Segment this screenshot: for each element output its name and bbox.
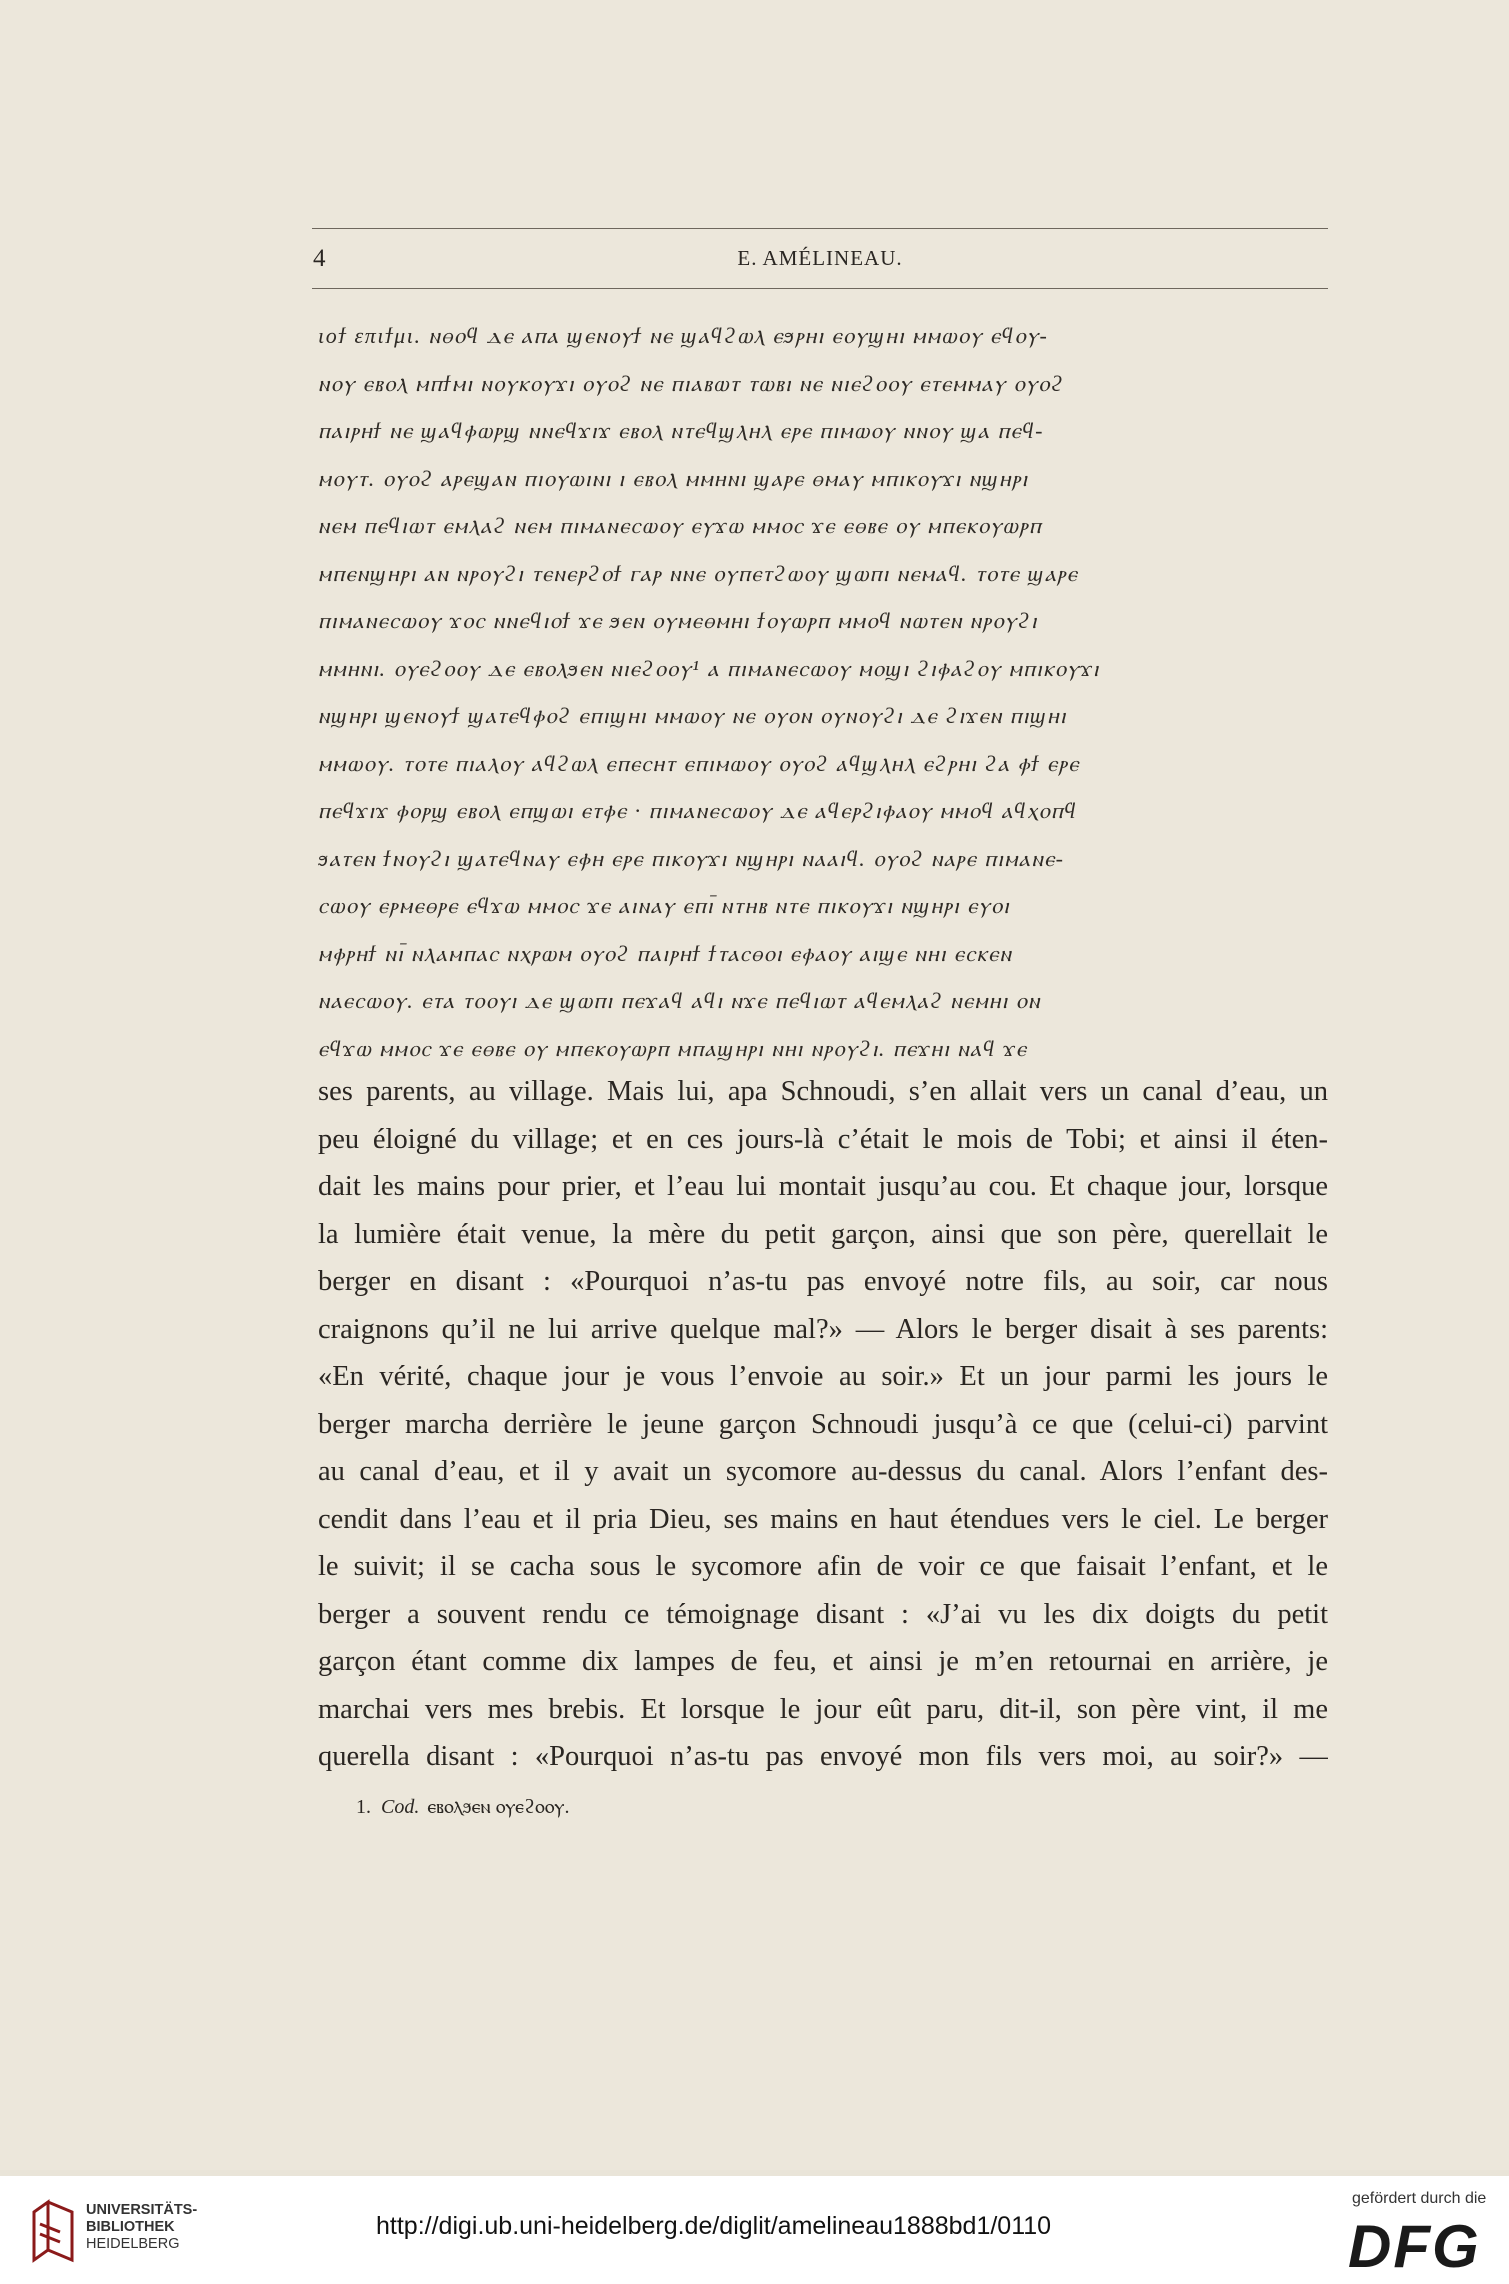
french-line: garçon étant comme dix lampes de feu, et ainsi je m’en retournai en arrière, je [318,1646,1328,1677]
french-line: ses parents, au village. Mais lui, apa Schnoudi, s’en allait vers un canal d’eau, un [318,1076,1328,1107]
coptic-line: ⲛⲉⲙ ⲡⲉϥⲓⲱⲧ ⲉⲙⲗⲁϩ ⲛⲉⲙ ⲡⲓⲙⲁⲛⲉⲥⲱⲟⲩ ⲉⲩϫⲱ ⲙⲙⲟⲥ ϫⲉ ⲉⲑⲃⲉ ⲟⲩ ⲙⲡⲉⲕⲟⲩⲱⲣⲡ [318,513,1043,538]
french-line: berger en disant : «Pourquoi n’as-tu pas envoyé notre fils, au soir, car nous [318,1266,1328,1297]
header-bottom-rule [312,288,1328,289]
footnote [356,1796,569,1819]
french-line: la lumière était venue, la mère du petit garçon, ainsi que son père, querellait le [318,1218,1328,1250]
library-name-line: HEIDELBERG [86,2236,180,2252]
header-top-rule [312,228,1328,229]
funded-by-text: gefördert durch die [1352,2190,1487,2207]
page-number: 4 [313,245,326,272]
french-line: berger a souvent rendu ce témoignage disant : «J’ai vu les dix doigts du petit [318,1598,1328,1630]
french-line: marchai vers mes brebis. Et lorsque le jour eût paru, dit-il, son père vint, il me [318,1693,1328,1725]
coptic-line: ⲙⲙⲱⲟⲩ. ⲧⲟⲧⲉ ⲡⲓⲁⲗⲟⲩ ⲁϥϩⲱⲗ ⲉⲡⲉⲥⲏⲧ ⲉⲡⲓⲙⲱⲟⲩ ⲟⲩⲟϩ ⲁϥϣⲗⲏⲗ ⲉϩⲣⲏⲓ ϩⲁ ⲫϯ ⲉⲣⲉ [318,750,1080,776]
coptic-line: ⲡⲁⲓⲣⲏϯ ⲛⲉ ϣⲁϥⲫⲱⲣϣ ⲛⲛⲉϥϫⲓϫ ⲉⲃⲟⲗ ⲛⲧⲉϥϣⲗⲏⲗ ⲉⲣⲉ ⲡⲓⲙⲱⲟⲩ ⲛⲛⲟⲩ ϣⲁ ⲡⲉϥ- [318,418,1045,443]
french-line: au canal d’eau, et il y avait un sycomore au-dessus du canal. Alors l’enfant des- [318,1456,1328,1487]
coptic-line: ⲙⲙⲏⲛⲓ. ⲟⲩⲉϩⲟⲟⲩ ⲇⲉ ⲉⲃⲟⲗϧⲉⲛ ⲛⲓⲉϩⲟⲟⲩ¹ ⲁ ⲡⲓⲙⲁⲛⲉⲥⲱⲟⲩ ⲙⲟϣⲓ ϩⲓⲫⲁϩⲟⲩ ⲙⲡⲓⲕⲟⲩϫⲓ [318,655,1100,681]
coptic-line: ⲛⲁⲉⲥⲱⲟⲩ. ⲉⲧⲁ ⲧⲟⲟⲩⲓ ⲇⲉ ϣⲱⲡⲓ ⲡⲉϫⲁϥ ⲁϥⲓ ⲛϫⲉ ⲡⲉϥⲓⲱⲧ ⲁϥⲉⲙⲗⲁϩ ⲛⲉⲙⲏⲓ ⲟⲛ [318,988,1041,1013]
french-line: «En vérité, chaque jour je vous l’envoie au soir.» Et un jour parmi les jours le [318,1361,1328,1392]
coptic-line: ⲡⲓⲙⲁⲛⲉⲥⲱⲟⲩ ϫⲟⲥ ⲛⲛⲉϥⲓⲟϯ ϫⲉ ϧⲉⲛ ⲟⲩⲙⲉⲑⲙⲏⲓ ϯⲟⲩⲱⲣⲡ ⲙⲙⲟϥ ⲛⲱⲧⲉⲛ ⲛⲣⲟⲩϩⲓ [318,608,1038,633]
french-translation-block [318,1068,1328,1781]
french-line: dait les mains pour prier, et l’eau lui montait jusqu’au cou. Et chaque jour, lorsque [318,1171,1328,1202]
coptic-line: ⲉϥϫⲱ ⲙⲙⲟⲥ ϫⲉ ⲉⲑⲃⲉ ⲟⲩ ⲙⲡⲉⲕⲟⲩⲱⲣⲡ ⲙⲡⲁϣⲏⲣⲓ ⲛⲏⲓ ⲛⲣⲟⲩϩⲓ. ⲡⲉϫⲏⲓ ⲛⲁϥ ϫⲉ [318,1035,1028,1061]
coptic-text-block [318,312,1328,1072]
library-name-line: BIBLIOTHEK [86,2219,175,2235]
french-line: querella disant : «Pourquoi n’as-tu pas envoyé mon fils vers moi, au soir?» — [318,1741,1328,1772]
french-line: le suivit; il se cacha sous le sycomore afin de voir ce que faisait l’enfant, et le [318,1551,1328,1582]
coptic-line: ϧⲁⲧⲉⲛ ϯⲛⲟⲩϩⲓ ϣⲁⲧⲉϥⲛⲁⲩ ⲉⲫⲏ ⲉⲣⲉ ⲡⲓⲕⲟⲩϫⲓ ⲛϣⲏⲣⲓ ⲛⲁⲁⲓϥ. ⲟⲩⲟϩ ⲛⲁⲣⲉ ⲡⲓⲙⲁⲛⲉ- [318,845,1065,871]
library-name-line: UNIVERSITÄTS- [86,2202,198,2218]
footnote-text: ⲉⲃⲟⲗϧⲉⲛ ⲟⲩⲉϩⲟⲟⲩ. [427,1796,570,1818]
dfg-logo: DFG [1348,2213,1481,2280]
viewer-footer [0,2176,1509,2284]
footnote-number: 1. [356,1796,371,1818]
french-line: peu éloigné du village; et en ces jours-là c’était le mois de Tobi; et ainsi il éten- [318,1123,1328,1155]
french-line: cendit dans l’eau et il pria Dieu, ses mains en haut étendues vers le ciel. Le berger [318,1503,1328,1535]
coptic-line: ⲡⲉϥϫⲓϫ ⲫⲟⲣϣ ⲉⲃⲟⲗ ⲉⲡϣⲱⲓ ⲉⲧⲫⲉ · ⲡⲓⲙⲁⲛⲉⲥⲱⲟⲩ ⲇⲉ ⲁϥⲉⲣϩⲓⲫⲁⲟⲩ ⲙⲙⲟϥ ⲁϥⲭⲟⲡϥ [318,798,1078,823]
coptic-line: ιοϯ επιϯμι. ⲛⲑⲟϥ ⲇⲉ ⲁⲡⲁ ϣⲉⲛⲟⲩϯ ⲛⲉ ϣⲁϥϩⲱⲗ ⲉϧⲣⲏⲓ ⲉⲟⲩϣⲏⲓ ⲙⲙⲱⲟⲩ ⲉϥⲟⲩ- [318,323,1049,348]
coptic-line: ⲛⲟⲩ ⲉⲃⲟⲗ ⲙⲡϯⲙⲓ ⲛⲟⲩⲕⲟⲩϫⲓ ⲟⲩⲟϩ ⲛⲉ ⲡⲓⲁⲃⲱⲧ ⲧⲱⲃⲓ ⲛⲉ ⲛⲓⲉϩⲟⲟⲩ ⲉⲧⲉⲙⲙⲁⲩ ⲟⲩⲟϩ [318,370,1065,396]
coptic-line: ⲙⲫⲣⲏϯ ⲛⲓ̅ ⲛⲗⲁⲙⲡⲁⲥ ⲛⲭⲣⲱⲙ ⲟⲩⲟϩ ⲡⲁⲓⲣⲏϯ ϯⲧⲁⲥⲑⲟⲓ ⲉⲫⲁⲟⲩ ⲁⲓϣⲉ ⲛⲏⲓ ⲉⲥⲕⲉⲛ [318,940,1013,966]
running-title: E. AMÉLINEAU. [737,246,903,270]
coptic-line: ⲛϣⲏⲣⲓ ϣⲉⲛⲟⲩϯ ϣⲁⲧⲉϥⲫⲟϩ ⲉⲡⲓϣⲏⲓ ⲙⲙⲱⲟⲩ ⲛⲉ ⲟⲩⲟⲛ ⲟⲩⲛⲟⲩϩⲓ ⲇⲉ ϩⲓϫⲉⲛ ⲡⲓϣⲏⲓ [318,703,1067,728]
footnote-label: Cod. [381,1796,420,1818]
coptic-line: ⲥⲱⲟⲩ ⲉⲣⲙⲉⲑⲣⲉ ⲉϥϫⲱ ⲙⲙⲟⲥ ϫⲉ ⲁⲓⲛⲁⲩ ⲉⲡⲓ̅ ⲛⲧⲏⲃ ⲛⲧⲉ ⲡⲓⲕⲟⲩϫⲓ ⲛϣⲏⲣⲓ ⲉⲩⲟⲓ [318,893,1011,918]
coptic-line: ⲙⲟⲩⲧ. ⲟⲩⲟϩ ⲁⲣⲉϣⲁⲛ ⲡⲓⲟⲩⲱⲓⲛⲓ ⲓ ⲉⲃⲟⲗ ⲙⲙⲏⲛⲓ ϣⲁⲣⲉ ⲑⲙⲁⲩ ⲙⲡⲓⲕⲟⲩϫⲓ ⲛϣⲏⲣⲓ [318,465,1029,491]
permalink-url[interactable]: http://digi.ub.uni-heidelberg.de/diglit/amelineau1888bd1/0110 [376,2212,1052,2240]
french-line: berger marcha derrière le jeune garçon Schnoudi jusqu’à ce que (celui-ci) parvint [318,1408,1328,1440]
library-name [86,2202,197,2253]
coptic-line: ⲙⲡⲉⲛϣⲏⲣⲓ ⲁⲛ ⲛⲣⲟⲩϩⲓ ⲧⲉⲛⲉⲣϩⲟϯ ⲅⲁⲣ ⲛⲛⲉ ⲟⲩⲡⲉⲧϩⲱⲟⲩ ϣⲱⲡⲓ ⲛⲉⲙⲁϥ. ⲧⲟⲧⲉ ϣⲁⲣⲉ [318,560,1079,586]
library-logo-icon [30,2198,76,2264]
french-line: craignons qu’il ne lui arrive quelque mal?» — Alors le berger disait à ses parents: [318,1313,1328,1345]
